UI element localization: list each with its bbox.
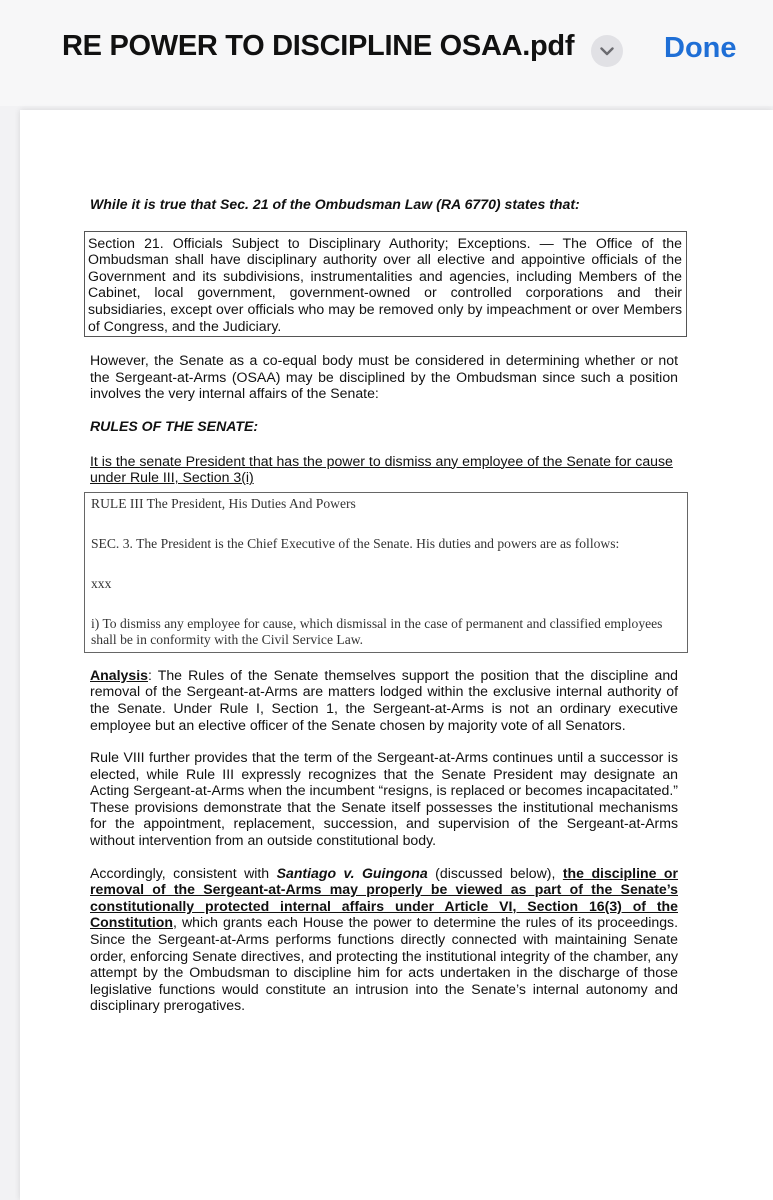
senate-coequal-paragraph: However, the Senate as a co-equal body must be considered in determining whether or not the Sergeant-at-Arms (OSAA) may be disciplined by the Ombudsman since such a position involves the very internal affairs of the Senate:: [90, 352, 678, 402]
analysis-paragraph: [90, 667, 678, 733]
document-header: [0, 0, 773, 106]
rule-viii-paragraph: Rule VIII further provides that the term of the Sergeant-at-Arms continues until a successor is elected, while Rule III expressly recognizes that the Senate President may designate an Acting Sergeant-at-Arms when the incumbent “resigns, is replaced or becomes incapacitated.” These provisions demonstrate that the Senate itself possesses the institutional mechanisms for the appointment, replacement, succession, and supervision of the Sergeant-at-Arms without intervention from an outside constitutional body.: [90, 749, 678, 849]
intro-statement: While it is true that Sec. 21 of the Ombudsman Law (RA 6770) states that:: [90, 196, 580, 212]
rule-iii-quote: [84, 492, 688, 653]
rule-iii-sec3: SEC. 3. The President is the Chief Executive of the Senate. His duties and powers are as follows:: [91, 535, 620, 551]
pdf-page: [20, 110, 773, 1200]
rules-intro: It is the senate President that has the power to dismiss any employee of the Senate for cause under Rule III, Section 3(i): [90, 452, 673, 486]
done-button[interactable]: Done: [664, 32, 737, 64]
accordingly-paragraph: [90, 865, 678, 1014]
accordingly-text-2: (discussed below),: [427, 864, 563, 881]
analysis-label: Analysis: [90, 666, 148, 683]
rule-iii-item-i: i) To dismiss any employee for cause, which dismissal in the case of permanent and classified employees shall be in conformity with the Civil Service Law.: [91, 615, 663, 647]
rule-iii-title: RULE III The President, His Duties And Powers: [91, 495, 356, 511]
analysis-text: : The Rules of the Senate themselves support the position that the discipline and removal of the Sergeant-at-Arms are matters lodged within the exclusive internal authority of the Senate. Under Rule I, Section 1, the Sergeant-at-Arms is not an ordinary executive employee but an elective officer of the Senate chosen by majority vote of all Senators.: [90, 666, 678, 733]
key-holding: the discipline or removal of the Sergeant-at-Arms may properly be viewed as part of the Senate’s constitutionally protected internal affairs under Article VI, Section 16(3) of the Constitution: [90, 864, 678, 931]
ombudsman-law-quote: Section 21. Officials Subject to Disciplinary Authority; Exceptions. — The Office of the Ombudsman shall have disciplinary authority over all elective and appointive officials of the Government and its subdivisions, instrumentalities and agencies, including Members of the Cabinet, local government, government-owned or controlled corporations and their subsidiaries, except over officials who may be removed only by impeachment or over Members of Congress, and the Judiciary.: [84, 231, 687, 338]
rules-heading: RULES OF THE SENATE:: [90, 417, 259, 434]
chevron-down-icon: [600, 47, 614, 56]
accordingly-text-3: , which grants each House the power to determine the rules of its proceedings. Since the Sergeant-at-Arms performs functions directly connected with maintaining Senate order, enforcing Senate directives, and protecting the institutional integrity of the chamber, any attempt by the Ombudsman to discipline him for acts undertaken in the discharge of those legislative functions would constitute an intrusion into the Senate’s internal autonomy and disciplinary prerogatives.: [90, 914, 678, 1014]
page-content: [88, 196, 682, 1030]
accordingly-text-1: Accordingly, consistent with: [90, 864, 277, 881]
title-menu-button[interactable]: [591, 35, 623, 67]
document-title[interactable]: RE POWER TO DISCIPLINE OSAA.pdf: [62, 30, 575, 62]
case-citation: Santiago v. Guingona: [276, 864, 428, 881]
rule-iii-ellipsis: xxx: [91, 575, 112, 591]
